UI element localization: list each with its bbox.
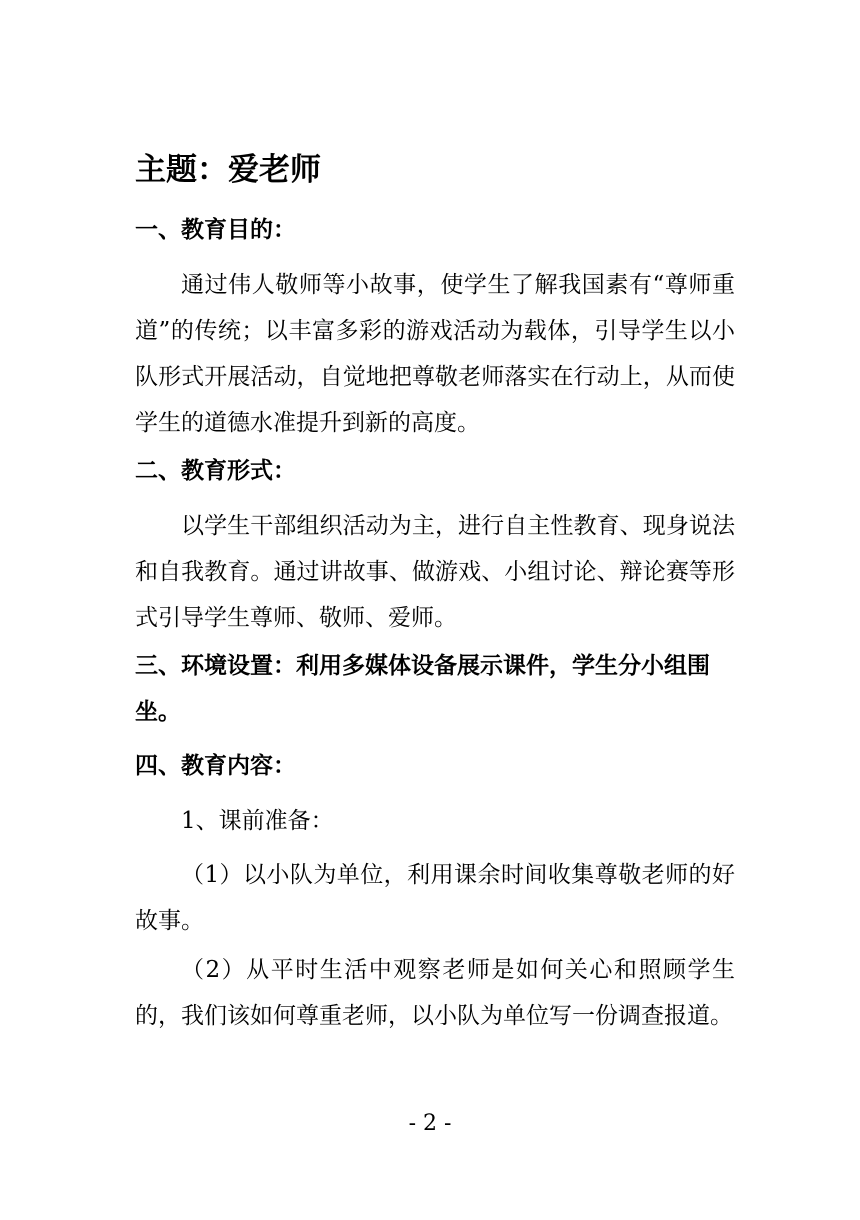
section-heading-environment: 三、环境设置：利用多媒体设备展示课件，学生分小组围坐。 bbox=[135, 653, 710, 725]
section-body-purpose: 通过伟人敬师等小故事，使学生了解我国素有“尊师重道”的传统；以丰富多彩的游戏活动为载体，引导学生以小队形式开展活动，自觉地把尊敬老师落实在行动上，从而使学生的道德水准提升到新的高度。 bbox=[135, 272, 735, 436]
section-heading-form: 二、教育形式： bbox=[135, 458, 296, 484]
section-heading-purpose: 一、教育目的： bbox=[135, 217, 296, 243]
content-item-2: （2）从平时生活中观察老师是如何关心和照顾学生的，我们该如何尊重老师，以小队为单位写一份调查报道。 bbox=[135, 957, 735, 1029]
section-body-form: 以学生干部组织活动为主，进行自主性教育、现身说法和自我教育。通过讲故事、做游戏、小组讨论、辩论赛等形式引导学生尊师、敬师、爱师。 bbox=[135, 513, 735, 631]
document-title: 主题：爱老师 bbox=[135, 152, 321, 188]
content-subheading: 1、课前准备： bbox=[181, 808, 334, 834]
page-number: - 2 - bbox=[408, 1111, 452, 1136]
content-item-1: （1）以小队为单位，利用课余时间收集尊敬老师的好故事。 bbox=[135, 862, 735, 934]
section-heading-content: 四、教育内容： bbox=[135, 753, 296, 779]
